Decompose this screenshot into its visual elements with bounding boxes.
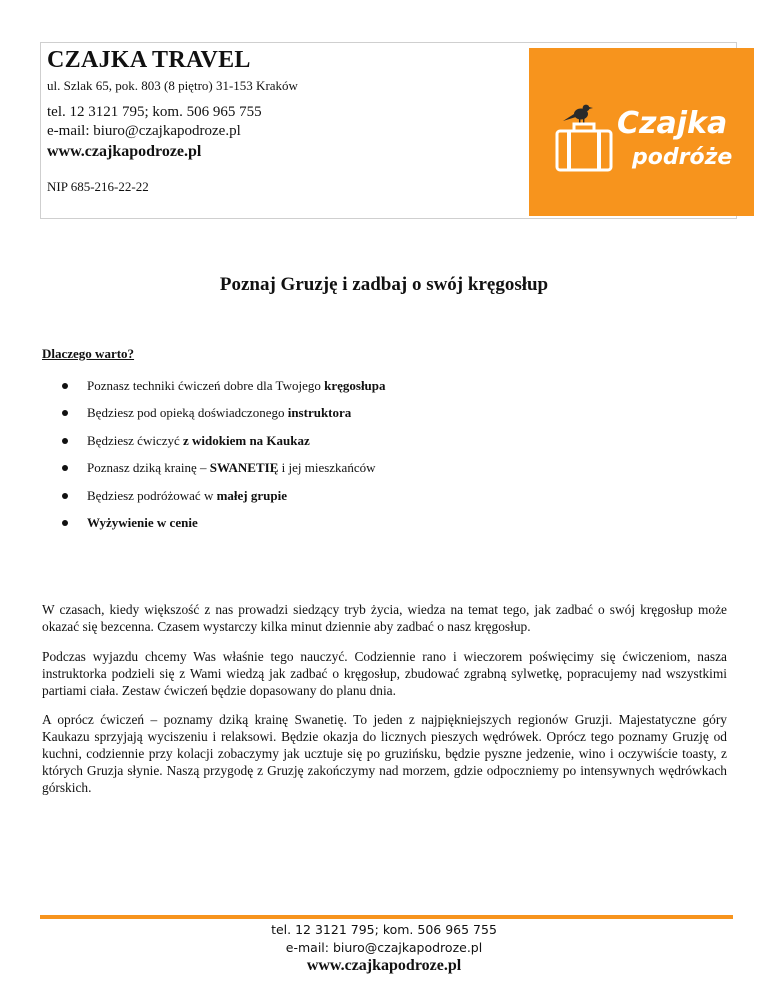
bullet-dot-icon (62, 465, 68, 471)
footer-website: www.czajkapodroze.pl (306, 957, 462, 974)
body-paragraph: W czasach, kiedy większość z nas prowadzi siedzący tryb życia, wiedza na temat tego, jak zadbać o swój kręgosłup może okazać się bezcenna. Czasem wystarczy kilka minut dziennie aby zadbać o nasz kręgosłup. (42, 602, 727, 634)
company-website: www.czajkapodroze.pl (47, 143, 202, 160)
page-title: Poznaj Gruzję i zadbaj o swój kręgosłup (219, 274, 549, 295)
footer-phone: tel. 12 3121 795; kom. 506 965 755 (271, 922, 497, 937)
svg-text:podróże: podróże (632, 145, 733, 170)
body-paragraph: Podczas wyjazdu chcemy Was właśnie tego nauczyć. Codziennie rano i wieczorem poświęcimy się ćwiczeniom, nasza instruktorka podzieli się z Wami wiedzą jak zadbać o kręgosłup, zbudować zgrabną sylwetkę, popracujemy nad wszystkimi partiami ciała. Zestaw ćwiczeń będzie dopasowany do planu dnia. (42, 649, 727, 698)
list-item: Będziesz podróżować w małej grupie (62, 482, 386, 509)
why-heading: Dlaczego warto? (42, 346, 135, 361)
company-name: CZAJKA TRAVEL (47, 47, 251, 73)
footer-email: e-mail: biuro@czajkapodroze.pl (285, 940, 483, 955)
bullet-dot-icon (62, 438, 68, 444)
svg-text:Czajka: Czajka (617, 106, 728, 141)
list-item: Będziesz ćwiczyć z widokiem na Kaukaz (62, 427, 386, 454)
benefits-list (62, 372, 386, 536)
bullet-dot-icon (62, 410, 68, 416)
company-email: e-mail: biuro@czajkapodroze.pl (47, 123, 241, 139)
footer-divider (40, 915, 733, 919)
company-nip: NIP 685-216-22-22 (47, 179, 149, 194)
bullet-dot-icon (62, 383, 68, 389)
suitcase-with-bird-icon (529, 48, 754, 216)
company-phone: tel. 12 3121 795; kom. 506 965 755 (47, 104, 262, 120)
bullet-dot-icon (62, 520, 68, 526)
letterhead (40, 42, 737, 219)
bullet-dot-icon (62, 493, 68, 499)
company-logo (529, 48, 754, 216)
list-item: Poznasz dziką krainę – SWANETIĘ i jej mieszkańców (62, 454, 386, 481)
list-item: Poznasz techniki ćwiczeń dobre dla Twojego kręgosłupa (62, 372, 386, 399)
list-item: Będziesz pod opieką doświadczonego instruktora (62, 399, 386, 426)
company-address: ul. Szlak 65, pok. 803 (8 piętro) 31-153 Kraków (47, 78, 298, 93)
body-paragraph: A oprócz ćwiczeń – poznamy dziką krainę Swanetię. To jeden z najpiękniejszych regionów Gruzji. Majestatyczne góry Kaukazu sprzyjają wyciszeniu i relaksowi. Będzie okazja do licznych pieszych wędrówek. Oprócz tego poznamy Gruzję od kuchni, codziennie przy kolacji zobaczymy jak ucztuje się po gruzińsku, będzie pyszne jedzenie, wino i oczywiście toasty, z których Gruzja słynie. Naszą przygodę z Gruzję zakończymy nad morzem, gdzie odpoczniemy po intensywnych wędrówkach górskich. (42, 712, 727, 795)
list-item: Wyżywienie w cenie (62, 509, 386, 536)
